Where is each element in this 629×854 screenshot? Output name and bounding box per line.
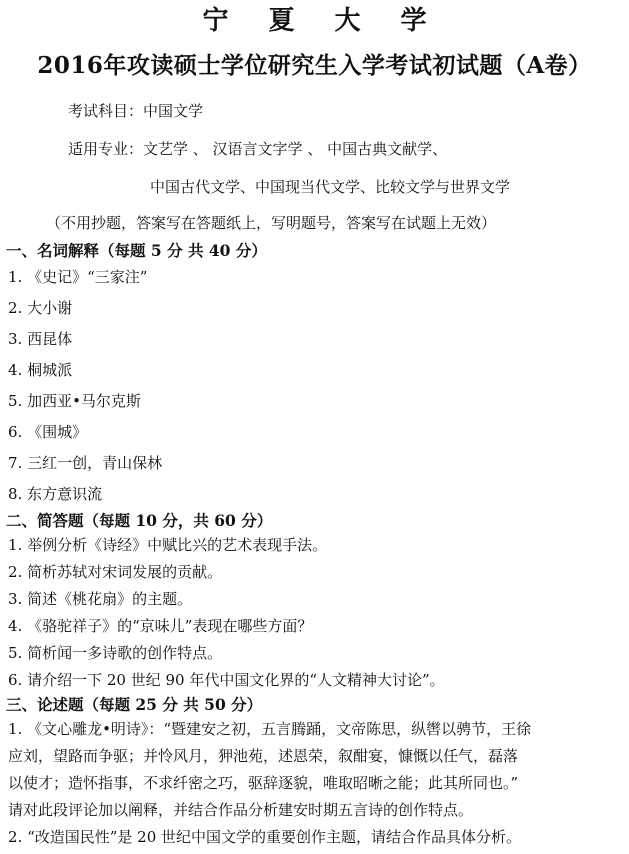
subject-label: 考试科目： bbox=[68, 102, 144, 120]
section-3-list bbox=[6, 716, 623, 851]
section-heading-3: 三、论述题（每题 25 分 共 50 分） bbox=[6, 695, 263, 714]
essay-question-line: 请对此段评论加以阐释，并结合作品分析建安时期五言诗的创作特点。 bbox=[8, 801, 474, 819]
applicable-majors bbox=[6, 138, 623, 160]
section-2-list bbox=[6, 532, 623, 694]
question-item: 7. 三红一创，青山保林 bbox=[8, 454, 163, 472]
exam-title: 2016年攻读硕士学位研究生入学考试初试题（A卷） bbox=[37, 52, 592, 79]
section-1-list bbox=[6, 262, 623, 510]
question-item: 8. 东方意识流 bbox=[8, 485, 103, 503]
subject-value: 中国文学 bbox=[143, 102, 204, 120]
question-item: 3. 西昆体 bbox=[8, 330, 73, 348]
question-item: 1. 举例分析《诗经》中赋比兴的艺术表现手法。 bbox=[8, 536, 328, 554]
question-item: 5. 加西亚•马尔克斯 bbox=[8, 392, 141, 410]
essay-question-line: 应刘，望路而争驱；并怜风月，狎池苑，述恩荣，叙酣宴，慷慨以任气，磊落 bbox=[8, 747, 519, 765]
question-item: 3. 简述《桃花扇》的主题。 bbox=[8, 590, 193, 608]
major-label: 适用专业： bbox=[68, 140, 144, 158]
question-item: 4. 《骆驼祥子》的“京味儿”表现在哪些方面？ bbox=[8, 617, 313, 635]
question-item: 2. 简析苏轼对宋词发展的贡献。 bbox=[8, 563, 223, 581]
exam-subject bbox=[6, 100, 623, 122]
answer-note: （不用抄题，答案写在答题纸上，写明题号，答案写在试题上无效） bbox=[46, 214, 497, 232]
section-heading-1: 一、名词解释（每题 5 分 共 40 分） bbox=[6, 241, 267, 260]
major-line-1: 文艺学 、 汉语言文字学 、 中国古典文献学、 bbox=[143, 140, 448, 158]
essay-question-line: 以使才；造怀指事，不求纤密之巧，驱辞逐貌，唯取昭晰之能；此其所同也。” bbox=[8, 774, 519, 792]
question-item: 1. 《史记》“三家注” bbox=[8, 268, 148, 286]
question-item: 4. 桐城派 bbox=[8, 361, 73, 379]
section-heading-2: 二、简答题（每题 10 分，共 60 分） bbox=[6, 511, 273, 530]
essay-question-line: 1. 《文心雕龙•明诗》：“暨建安之初，五言腾踊，文帝陈思，纵辔以骋节，王徐 bbox=[8, 720, 532, 738]
essay-question-line: 2. “改造国民性”是 20 世纪中国文学的重要创作主题，请结合作品具体分析。 bbox=[8, 828, 522, 846]
question-item: 6. 《围城》 bbox=[8, 423, 88, 441]
university-name: 宁夏大学 bbox=[202, 6, 467, 36]
question-item: 6. 请介绍一下 20 世纪 90 年代中国文化界的“人文精神大讨论”。 bbox=[8, 671, 445, 689]
question-item: 5. 简析闻一多诗歌的创作特点。 bbox=[8, 644, 223, 662]
major-line-2: 中国古代文学、中国现当代文学、比较文学与世界文学 bbox=[150, 178, 511, 196]
question-item: 2. 大小谢 bbox=[8, 299, 73, 317]
